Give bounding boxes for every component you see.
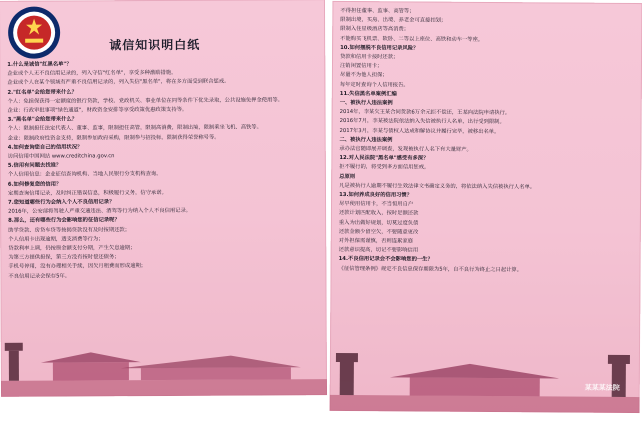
section-heading: 1.什么是诚信"红黑名单"？ [7, 61, 72, 68]
text-line: 不得担任董事、监事、高管等； [340, 7, 415, 15]
text-line: 访问信用中国网站 www.creditchina.gov.cn [7, 153, 115, 160]
text-line: 《征信管理条例》规定不良信息保存期限为5年，自不良行为终止之日起计算。 [338, 265, 523, 273]
text-line: 不良信用记录会保存5年。 [8, 273, 71, 280]
section-heading: 6.如何修复您的信用？ [7, 181, 62, 188]
text-line: 2017年3月，李某与债权人达成和解协议并履行完毕，被移出名单。 [339, 127, 500, 135]
text-line: 手机号停用，没有办理相关手续，因欠月租费而形成逾期； [8, 263, 147, 271]
text-line: 企业或个人无不良信用记录的，列入守信"红名单"，享受多种激励措施。 [7, 70, 177, 78]
text-line: 拒不履行的，将受到多方面信用惩戒。 [339, 164, 430, 172]
text-line: 尽早使用信用卡，不当恒用自户 [338, 201, 414, 208]
text-line: 2016年，公安部将驾驶人严重交通违法、酒驾等行为纳入个人不良信用记录。 [8, 208, 192, 216]
text-line: 凡是被执行人逾期不履行生效法律文书确定义务的，将依法纳入失信被执行人名单。 [339, 182, 536, 191]
section-heading: 5.信用有问题去找谁？ [7, 162, 62, 170]
text-line: 定期查询信用记录，及时纠正错误信息，积极履行义务，信守承诺。 [7, 189, 167, 197]
text-line: 个人信用信息：企业征信查询机构、当地人民银行分支机构查询。 [7, 171, 162, 179]
text-line: 不能购买飞机票、软卧、二等以上座位、高铁和动车一等座。 [340, 35, 484, 43]
text-line: 尽量不为他人担保； [339, 72, 388, 79]
section-heading: 7.您知道哪些行为会纳入个人不良信用记录？ [8, 199, 115, 206]
court-signature: 某某某法院 [584, 383, 620, 392]
text-line: 每年定时查询个人信用报告。 [339, 81, 409, 89]
text-line: 企业：限制政府性资金支持，限制参加政府采购，限制参与招投标，限制获得荣誉称号等。 [7, 134, 220, 142]
section-heading: 10.如何摆脱不良信用记录风险？ [340, 44, 419, 52]
text-line: 个人信用卡出现逾期，透支消费等行为； [8, 236, 104, 243]
text-line: 为第三方提供担保，第三方没有按时偿还债务； [8, 254, 120, 262]
section-heading: 2."红名单"会给您带来什么？ [7, 89, 77, 96]
section-heading: 13.如何养成良好的信用习惯？ [339, 192, 413, 199]
right-text-body [339, 7, 637, 276]
palace-footer-image [1, 321, 327, 397]
text-line: 2016年7月，李某被法院依法纳入失信被执行人名单，出行受到限制。 [339, 118, 505, 126]
section-heading: 一、被执行人违法案例 [339, 100, 393, 107]
text-line: 2014年，李某欠王某合同货款6万余元拒不偿还，王某向法院申请执行。 [339, 109, 511, 117]
text-line: 个人：免担保获得一定额度的银行贷款，学校、党政机关、事业单位在同等条件下优先录取，公共设施免押金使用等。 [7, 97, 283, 105]
section-heading: 8.那么，还有哪些行为会影响您的征信记录呢？ [8, 217, 120, 225]
section-heading: 3."黑名单"会给您带来什么？ [7, 116, 78, 124]
section-heading: 12.对人民法院"黑名单"感受有多深？ [339, 155, 429, 162]
text-line: 对外担保需谨慎，否则连累家庭 [338, 238, 413, 245]
text-line: 还款金额少留空欠，不要随意更改 [338, 228, 419, 236]
section-heading: 14.不良信用记录会不会影响您的一生？ [338, 256, 433, 264]
section-heading: 11.失信黑名单案例汇编 [339, 90, 397, 98]
palace-footer-image [330, 337, 641, 413]
text-line: 企业：行政审批事项"绿色通道"，财政资金安排等享受政策优惠政策支持等。 [7, 106, 188, 114]
text-line: 还款意识提高，切记不要影响信用 [338, 247, 419, 254]
text-line: 限制出境，买房、出境、养老金可直接扣划； [340, 17, 447, 24]
text-line: 承办法官随即展开调查，发现被执行人名下有大量财产。 [339, 146, 472, 153]
text-line: 贷款和信用卡按时还款； [340, 53, 399, 61]
right-flyer-page [330, 1, 642, 413]
text-line: 贷款利率上调，仍按原金额支付分期，产生欠息逾期； [8, 245, 136, 252]
section-heading: 总原则 [339, 173, 356, 180]
section-heading: 二、被执行人违法案例 [339, 136, 393, 144]
text-line: 助学贷款、房贷车贷等按揭贷款没有及时按期还款； [8, 226, 131, 234]
court-emblem-icon [6, 5, 62, 61]
text-line: 限制入住星级酒店等高消费； [340, 26, 410, 33]
left-text-body [7, 59, 320, 282]
text-line: 个人：限制担任法定代表人、董事、监事，限制担任高管，限制高消费，限制出境，限制乘坐飞机、高铁等。 [7, 124, 262, 133]
text-line: 注销闲置信用卡； [339, 63, 383, 70]
document-title: 诚信知识明白纸 [109, 37, 201, 53]
text-line: 还款计划匹配收入，按时足额还款 [338, 210, 419, 217]
section-heading: 4.如何查询您自己的信用状况？ [7, 144, 83, 151]
left-flyer-page [0, 0, 327, 397]
text-line: 重入为出做好规划，切莫过度负债 [338, 219, 419, 227]
text-line: 企业或个人在某个领域有严重不良信用记录的，列入失信"黑名单"，将在多方面受到联合惩戒。 [7, 79, 230, 87]
